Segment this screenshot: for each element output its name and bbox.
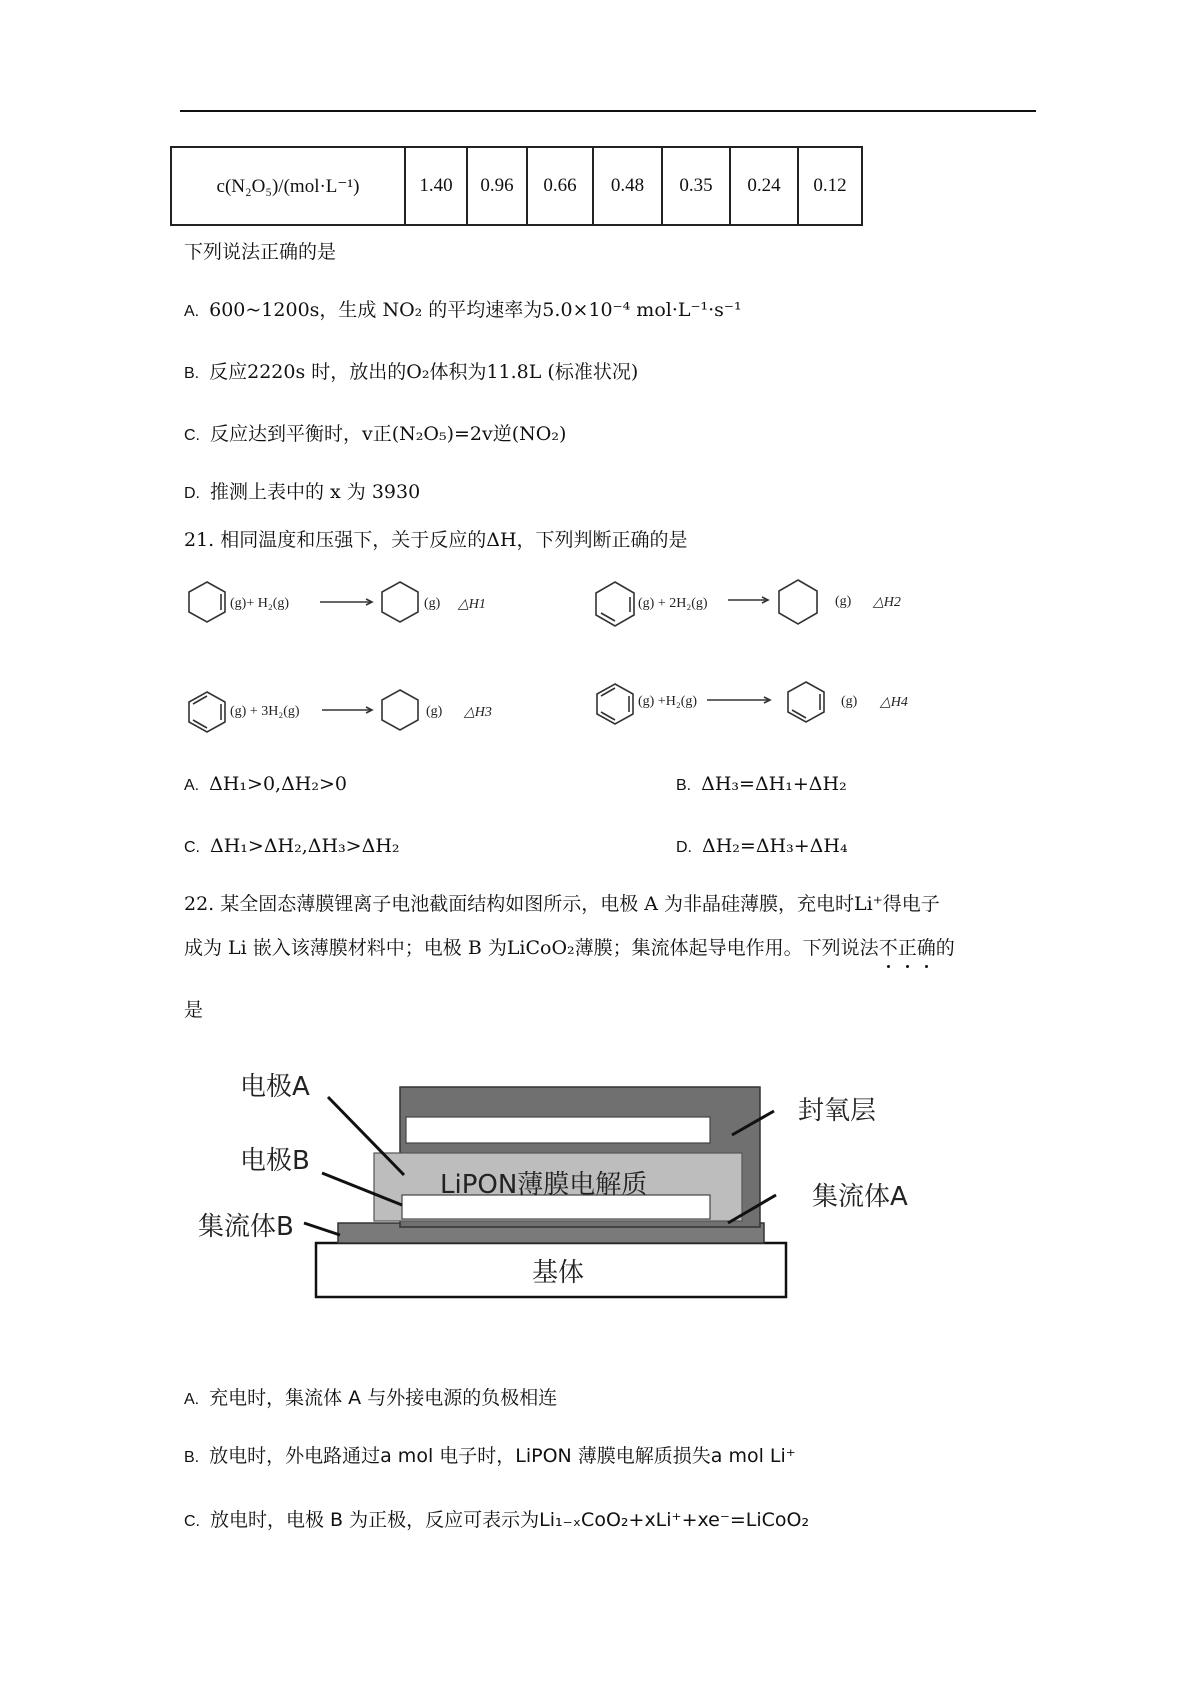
option-text: 放电时，电极 B 为正极，反应可表示为Li₁₋ₓCoO₂+xLi⁺+xe⁻=LiCoO₂ xyxy=(210,1509,810,1531)
emphasis-char: 确 xyxy=(916,937,936,959)
option-label: A. xyxy=(184,303,200,320)
emphasis-text xyxy=(879,937,936,959)
q21-option-d xyxy=(676,832,848,862)
product-label: (g) xyxy=(835,594,852,609)
option-text: 推测上表中的 x 为 3930 xyxy=(210,481,421,503)
table-cell: 0.35 xyxy=(662,147,730,225)
table-cell: 0.48 xyxy=(593,147,662,225)
reagent-label: (g) +H₂(g) xyxy=(638,694,698,709)
header-rule xyxy=(180,110,1036,112)
table-cell: 0.24 xyxy=(730,147,798,225)
substrate-label: 基体 xyxy=(532,1258,585,1288)
table-cell: 0.96 xyxy=(467,147,527,225)
option-text: 充电时，集流体 A 与外接电源的负极相连 xyxy=(209,1387,558,1409)
option-label: A. xyxy=(184,1391,200,1408)
battery-diagram xyxy=(180,1055,960,1315)
reagent-label: (g) + 3H₂(g) xyxy=(230,704,300,719)
q21-option-c xyxy=(184,832,400,862)
option-text: ΔH₁>0,ΔH₂>0 xyxy=(209,773,347,795)
dh-label: △H1 xyxy=(458,597,486,612)
table-cell: 0.12 xyxy=(798,147,862,225)
reagent-label: (g) + 2H₂(g) xyxy=(638,596,708,611)
q22-option-b xyxy=(184,1442,796,1472)
concentration-table xyxy=(170,146,863,226)
stem-text: 成为 Li 嵌入该薄膜材料中；电极 B 为LiCoO₂薄膜；集流体起导电作用。下列说法 xyxy=(184,937,879,959)
electrode-b-label: 电极B xyxy=(240,1146,310,1176)
product-label: (g) xyxy=(426,704,443,719)
q20-option-c xyxy=(184,420,566,450)
option-text: ΔH₂=ΔH₃+ΔH₄ xyxy=(702,835,848,857)
q22-stem-line1: 22. 某全固态薄膜锂离子电池截面结构如图所示，电极 A 为非晶硅薄膜，充电时Li⁺得电子 xyxy=(184,893,940,915)
electrolyte-label: LiPON薄膜电解质 xyxy=(440,1170,648,1200)
dh-label: △H2 xyxy=(873,595,901,610)
oxygen-seal-label: 封氧层 xyxy=(798,1096,877,1126)
option-text: ΔH₁>ΔH₂,ΔH₃>ΔH₂ xyxy=(210,835,400,857)
table-row xyxy=(171,147,862,225)
option-label: C. xyxy=(184,839,200,856)
option-text: 反应达到平衡时，v正(N₂O₅)=2v逆(NO₂) xyxy=(210,423,567,445)
product-label: (g) xyxy=(424,596,441,611)
option-text: 反应2220s 时，放出的O₂体积为11.8L (标准状况) xyxy=(209,361,639,383)
option-text: 放电时，外电路通过a mol 电子时，LiPON 薄膜电解质损失a mol Li⁺ xyxy=(209,1445,796,1467)
option-label: B. xyxy=(184,365,200,382)
option-text: 600~1200s，生成 NO₂ 的平均速率为5.0×10⁻⁴ mol·L⁻¹·s⁻¹ xyxy=(209,299,742,321)
option-label: D. xyxy=(184,485,200,502)
stem-text: 的 xyxy=(935,937,955,959)
dh-label: △H3 xyxy=(464,705,492,720)
option-label: A. xyxy=(184,777,200,794)
q22-stem-line3: 是 xyxy=(184,999,204,1021)
table-cell: 1.40 xyxy=(405,147,467,225)
q21-option-b xyxy=(676,770,847,800)
q20-stem: 下列说法正确的是 xyxy=(184,241,337,263)
table-cell: 0.66 xyxy=(527,147,593,225)
q21-stem: 21. 相同温度和压强下，关于反应的ΔH，下列判断正确的是 xyxy=(184,529,688,551)
emphasis-char: 不 xyxy=(878,937,898,959)
dh-label: △H4 xyxy=(880,695,908,710)
reagent-label: (g)+ H₂(g) xyxy=(230,596,290,611)
option-label: C. xyxy=(184,427,200,444)
electrode-a-film xyxy=(406,1117,710,1143)
emphasis-char: 正 xyxy=(897,937,917,959)
leader-line xyxy=(304,1223,340,1235)
row-label: c(N₂O₅)/(mol·L⁻¹) xyxy=(171,147,405,225)
collector-b-label: 集流体B xyxy=(198,1212,294,1242)
q21-option-a xyxy=(184,770,347,800)
option-text: ΔH₃=ΔH₁+ΔH₂ xyxy=(701,773,847,795)
q20-option-b xyxy=(184,358,638,388)
option-label: B. xyxy=(184,1449,200,1466)
collector-a-label: 集流体A xyxy=(812,1182,908,1212)
option-label: C. xyxy=(184,1513,200,1530)
q22-stem-line2 xyxy=(184,934,955,962)
leader-line xyxy=(328,1097,404,1175)
product-label: (g) xyxy=(841,694,858,709)
q22-option-a xyxy=(184,1384,557,1414)
electrode-a-label: 电极A xyxy=(240,1072,310,1102)
option-label: D. xyxy=(676,839,692,856)
q22-option-c xyxy=(184,1506,809,1536)
option-label: B. xyxy=(676,777,692,794)
q20-option-d xyxy=(184,478,420,508)
q20-option-a xyxy=(184,296,742,326)
reaction-schemes xyxy=(180,570,1060,750)
